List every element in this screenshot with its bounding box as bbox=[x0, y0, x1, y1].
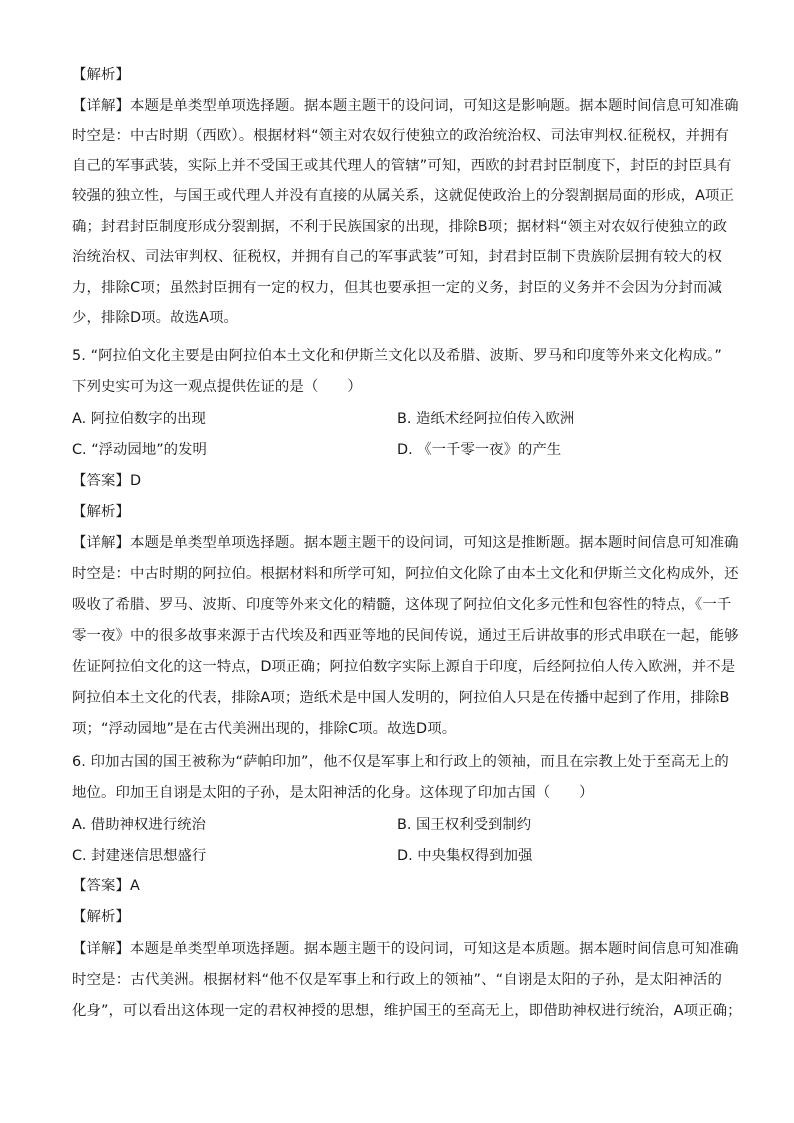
analysis-label: 【解析】 bbox=[72, 504, 130, 520]
detail-line: 治统治权、司法审判权、征税权，并拥有自己的军事武装”可知，封君封臣制下贵族阶层拥有较大的权 bbox=[72, 249, 722, 265]
detail-line: 项；“浮动园地”是在古代美洲出现的，排除C项。故选D项。 bbox=[72, 721, 457, 737]
question-5-option-d: D. 《一千零一夜》的产生 bbox=[397, 442, 562, 458]
detail-line: 吸收了希腊、罗马、波斯、印度等外来文化的精髓，这体现了阿拉伯文化多元性和包容性的特点，《一千 bbox=[72, 597, 732, 613]
question-6-stem: 地位。印加王自诩是太阳的子孙，是太阳神活的化身。这体现了印加古国（ ） bbox=[72, 785, 594, 801]
question-5-answer: 【答案】D bbox=[72, 473, 142, 489]
detail-line: 确；封君封臣制度形成分裂割据，不利于民族国家的出现，排除B项；据材料“领主对农奴行使独立的政 bbox=[72, 219, 728, 235]
question-6-option-d: D. 中央集权得到加强 bbox=[397, 848, 533, 864]
question-5-option-c: C. “浮动园地”的发明 bbox=[72, 442, 207, 458]
question-6-option-c: C. 封建迷信思想盛行 bbox=[72, 848, 207, 864]
detail-line: 【详解】本题是单类型单项选择题。据本题主题干的设问词，可知这是本质题。据本题时间信息可知准确 bbox=[72, 941, 739, 957]
detail-line: 自己的军事武装，实际上并不受国王或其代理人的管辖”可知，西欧的封君封臣制度下，封臣的封臣具有 bbox=[72, 158, 732, 174]
question-5-stem: 下列史实可为这一观点提供佐证的是（ ） bbox=[72, 379, 362, 395]
detail-line: 少，排除D项。故选A项。 bbox=[72, 310, 239, 326]
question-5-option-a: A. 阿拉伯数字的出现 bbox=[72, 411, 206, 427]
question-6-option-a: A. 借助神权进行统治 bbox=[72, 817, 206, 833]
detail-line: 较强的独立性，与国王或代理人并没有直接的从属关系，这就促使政治上的分裂割据局面的形成，A项正 bbox=[72, 188, 735, 204]
detail-line: 时空是：古代美洲。根据材料“他不仅是军事上和行政上的领袖”、“自诩是太阳的子孙，是太阳神活的 bbox=[72, 972, 722, 988]
detail-line: 化身”，可以看出这体现一定的君权神授的思想，维护国王的至高无上，即借助神权进行统治，A项正确； bbox=[72, 1003, 742, 1019]
analysis-label: 【解析】 bbox=[72, 909, 130, 925]
question-5-stem: 5. “阿拉伯文化主要是由阿拉伯本土文化和伊斯兰文化以及希腊、波斯、罗马和印度等外来文化构成。” bbox=[72, 348, 722, 364]
question-5-option-b: B. 造纸术经阿拉伯传入欧洲 bbox=[397, 411, 575, 427]
question-6-option-b: B. 国王权利受到制约 bbox=[397, 817, 532, 833]
detail-line: 时空是：中古时期的阿拉伯。根据材料和所学可知，阿拉伯文化除了由本土文化和伊斯兰文化构成外，还 bbox=[72, 566, 739, 582]
detail-line: 佐证阿拉伯文化的这一特点，D项正确；阿拉伯数字实际上源自于印度，后经阿拉伯人传入欧洲，并不是 bbox=[72, 659, 736, 675]
question-6-stem: 6. 印加古国的国王被称为“萨帕印加”，他不仅是军事上和行政上的领袖，而且在宗教上处于至高无上的 bbox=[72, 754, 729, 770]
detail-line: 【详解】本题是单类型单项选择题。据本题主题干的设问词，可知这是影响题。据本题时间信息可知准确 bbox=[72, 98, 739, 114]
detail-line: 阿拉伯本土文化的代表，排除A项；造纸术是中国人发明的，阿拉伯人只是在传播中起到了作用，排除B bbox=[72, 690, 730, 706]
question-6-answer: 【答案】A bbox=[72, 878, 140, 894]
detail-line: 零一夜》中的很多故事来源于古代埃及和西亚等地的民间传说，通过王后讲故事的形式串联在一起，能够 bbox=[72, 628, 739, 644]
detail-line: 力，排除C项；虽然封臣拥有一定的权力，但其也要承担一定的义务，封臣的义务并不会因为分封而减 bbox=[72, 280, 722, 296]
detail-line: 【详解】本题是单类型单项选择题。据本题主题干的设问词，可知这是推断题。据本题时间信息可知准确 bbox=[72, 535, 739, 551]
analysis-label: 【解析】 bbox=[72, 67, 130, 83]
detail-line: 时空是：中古时期（西欧）。根据材料“领主对农奴行使独立的政治统治权、司法审判权.征税权，并拥有 bbox=[72, 128, 730, 144]
